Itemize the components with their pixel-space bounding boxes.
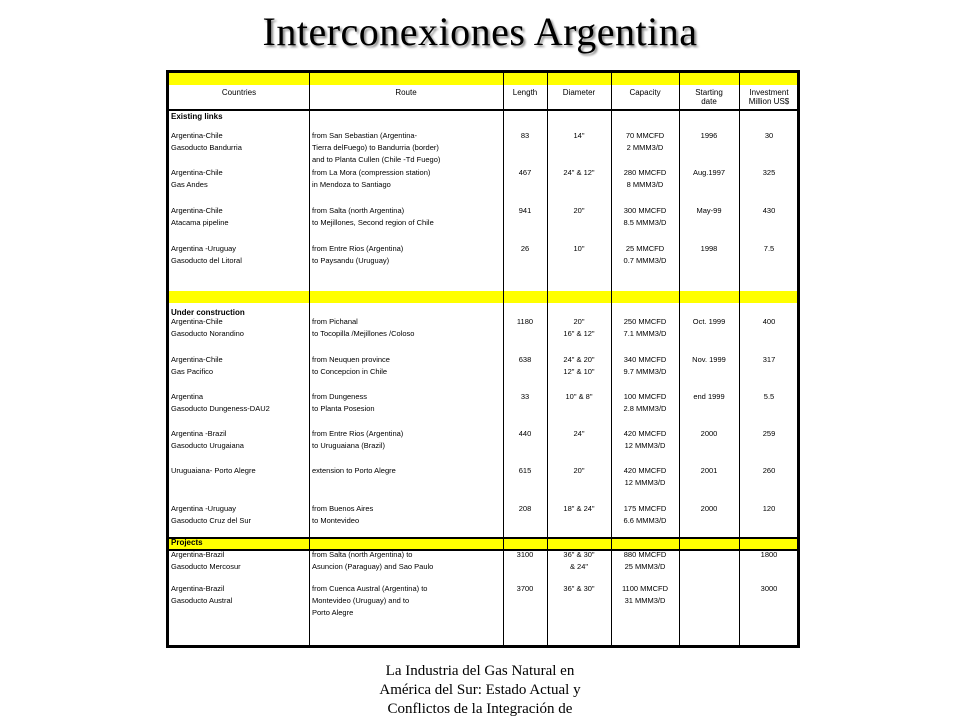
cell-line: from La Mora (compression station) [312, 168, 431, 177]
header-starting-line2: date [701, 97, 717, 106]
cell-line: & 24" [569, 562, 589, 571]
cell-line: extension to Porto Alegre [312, 466, 396, 475]
cell-line: 259 [762, 429, 776, 438]
cell-line: 7.1 MMM3/D [623, 329, 667, 338]
cell-line: 300 MMCFD [623, 206, 667, 215]
cell-countries [171, 391, 270, 415]
cell-invest [739, 391, 799, 403]
cell-capacity [611, 549, 679, 573]
cell-countries [171, 205, 229, 229]
cell-line: 24" [573, 429, 585, 438]
cell-line: 0.7 MMM3/D [623, 256, 667, 265]
cell-line: 12 MMM3/D [624, 478, 666, 487]
cell-line: 2 MMM3/D [626, 143, 664, 152]
cell-countries [171, 354, 223, 378]
cell-capacity [611, 428, 679, 452]
cell-route [312, 130, 440, 166]
cell-line: to Planta Posesion [312, 404, 375, 413]
cell-invest [739, 130, 799, 142]
cell-line: 20" [573, 317, 585, 326]
cell-start [679, 243, 739, 255]
cell-line: 18" & 24" [563, 504, 595, 513]
cell-route [312, 549, 433, 573]
cell-length [503, 316, 547, 328]
cell-line: 12 MMM3/D [624, 441, 666, 450]
cell-diameter [547, 243, 611, 255]
cell-invest [739, 243, 799, 255]
cell-line: from Entre Rios (Argentina) [312, 244, 404, 253]
cell-line: 208 [518, 504, 532, 513]
cell-countries [171, 428, 244, 452]
cell-diameter [547, 205, 611, 217]
cell-line: Argentina-Chile [171, 131, 223, 140]
cell-countries [171, 549, 241, 573]
slide-title: Interconexiones Argentina [262, 9, 698, 54]
cell-line: Gasoducto Mercosur [171, 562, 241, 571]
cell-line: Gasoducto Cruz del Sur [171, 516, 252, 525]
cell-length [503, 167, 547, 179]
cell-line: 430 [762, 206, 776, 215]
cell-line: 941 [518, 206, 532, 215]
section-under-construction: Under construction [171, 308, 245, 317]
cell-line: 880 MMCFD [623, 550, 667, 559]
cell-line: 280 MMCFD [623, 168, 667, 177]
cell-line: May-99 [696, 206, 722, 215]
cell-route [312, 205, 434, 229]
cell-line: 2000 [700, 504, 718, 513]
cell-diameter [547, 354, 611, 378]
section-projects: Projects [171, 538, 203, 547]
cell-countries [171, 130, 242, 154]
header-starting-date [679, 88, 739, 106]
cell-line: Uruguaiana- Porto Alegre [171, 466, 256, 475]
cell-diameter [547, 583, 611, 595]
cell-invest [739, 549, 799, 561]
cell-length [503, 130, 547, 142]
cell-line: Gasoducto Bandurria [171, 143, 242, 152]
cell-line: 6.6 MMM3/D [623, 516, 667, 525]
cell-line: Gas Pacifico [171, 367, 214, 376]
cell-invest [739, 465, 799, 477]
cell-route [312, 167, 430, 191]
cell-line: 33 [520, 392, 530, 401]
cell-line: Aug.1997 [692, 168, 726, 177]
cell-countries [171, 583, 232, 607]
cell-invest [739, 503, 799, 515]
cell-capacity [611, 391, 679, 415]
cell-line: 31 MMM3/D [624, 596, 666, 605]
cell-line: 36" & 30" [563, 550, 595, 559]
cell-capacity [611, 583, 679, 607]
cell-line: 638 [518, 355, 532, 364]
cell-length [503, 205, 547, 217]
cell-line: 317 [762, 355, 776, 364]
cell-line: to Concepcion in Chile [312, 367, 388, 376]
cell-line: 30 [764, 131, 774, 140]
cell-line: 8 MMM3/D [626, 180, 664, 189]
cell-route [312, 428, 403, 452]
header-diameter: Diameter [562, 88, 596, 97]
cell-line: 24" & 12" [563, 168, 595, 177]
caption-line-3: Conflictos de la Integración de [387, 701, 573, 717]
cell-line: 400 [762, 317, 776, 326]
section-existing-links: Existing links [171, 112, 223, 121]
cell-line: 1996 [700, 131, 718, 140]
cell-line: Gasoducto Urugaiana [171, 441, 244, 450]
cell-diameter [547, 549, 611, 573]
header-countries: Countries [221, 88, 257, 97]
cell-line: Tierra delFuego) to Bandurria (border) [312, 143, 439, 152]
cell-line: from Pichanal [312, 317, 358, 326]
cell-start [679, 316, 739, 328]
cell-line: 25 MMCFD [625, 244, 665, 253]
cell-line: to Montevideo [312, 516, 360, 525]
cell-line: Gasoducto del Litoral [171, 256, 242, 265]
cell-line: Argentina-Chile [171, 355, 223, 364]
cell-start [679, 167, 739, 179]
cell-route [312, 391, 375, 415]
cell-line: 467 [518, 168, 532, 177]
cell-line: 260 [762, 466, 776, 475]
cell-line: 120 [762, 504, 776, 513]
cell-capacity [611, 205, 679, 229]
cell-line: Argentina-Brazil [171, 550, 225, 559]
yellow-separator-band [169, 291, 797, 303]
cell-line: Argentina -Uruguay [171, 504, 237, 513]
cell-line: Montevideo (Uruguay) and to [312, 596, 410, 605]
cell-capacity [611, 130, 679, 154]
cell-length [503, 243, 547, 255]
cell-line: 9.7 MMM3/D [623, 367, 667, 376]
cell-start [679, 130, 739, 142]
cell-countries [171, 167, 223, 191]
cell-line: from Dungeness [312, 392, 368, 401]
table-header-row [169, 73, 797, 111]
cell-diameter [547, 167, 611, 179]
cell-diameter [547, 465, 611, 477]
cell-line: 3100 [516, 550, 534, 559]
cell-line: 83 [520, 131, 530, 140]
cell-line: 1180 [516, 317, 534, 326]
cell-line: 440 [518, 429, 532, 438]
cell-line: 1800 [760, 550, 778, 559]
cell-start [679, 354, 739, 366]
cell-line: 26 [520, 244, 530, 253]
cell-line: 25 MMM3/D [624, 562, 666, 571]
cell-line: from San Sebastian (Argentina- [312, 131, 418, 140]
cell-line: and to Planta Cullen (Chile -Td Fuego) [312, 155, 441, 164]
cell-line: 10" [573, 244, 585, 253]
header-investment-line2: Million US$ [748, 97, 790, 106]
cell-invest [739, 167, 799, 179]
cell-line: Porto Alegre [312, 608, 354, 617]
cell-invest [739, 428, 799, 440]
cell-line: 325 [762, 168, 776, 177]
projects-header-band [169, 537, 797, 551]
column-divider [309, 73, 310, 645]
cell-length [503, 391, 547, 403]
cell-line: 10" & 8" [565, 392, 593, 401]
cell-route [312, 316, 414, 340]
cell-start [679, 465, 739, 477]
slide-caption [330, 662, 630, 719]
cell-invest [739, 316, 799, 328]
cell-line: from Cuenca Austral (Argentina) to [312, 584, 428, 593]
cell-route [312, 503, 373, 527]
cell-length [503, 354, 547, 366]
cell-line: 340 MMCFD [623, 355, 667, 364]
cell-line: Argentina -Uruguay [171, 244, 237, 253]
cell-length [503, 465, 547, 477]
cell-line: Argentina-Chile [171, 206, 223, 215]
cell-length [503, 428, 547, 440]
cell-line: 12" & 10" [563, 367, 595, 376]
cell-line: Nov. 1999 [692, 355, 726, 364]
cell-line: 36" & 30" [563, 584, 595, 593]
cell-start [679, 428, 739, 440]
header-capacity: Capacity [629, 88, 661, 97]
cell-line: from Neuquen province [312, 355, 390, 364]
cell-route [312, 354, 390, 378]
cell-line: Gasoducto Austral [171, 596, 233, 605]
cell-invest [739, 205, 799, 217]
cell-line: 615 [518, 466, 532, 475]
header-starting-line1: Starting [695, 88, 723, 97]
cell-countries [171, 243, 242, 267]
caption-line-2: América del Sur: Estado Actual y [379, 682, 581, 698]
cell-line: 250 MMCFD [623, 317, 667, 326]
cell-countries [171, 503, 251, 527]
cell-line: to Mejillones, Second region of Chile [312, 218, 434, 227]
cell-capacity [611, 354, 679, 378]
cell-length [503, 549, 547, 561]
cell-line: to Tocopilla /Mejillones /Coloso [312, 329, 415, 338]
header-route: Route [395, 88, 417, 97]
cell-line: 3000 [760, 584, 778, 593]
cell-diameter [547, 391, 611, 403]
cell-line: 7.5 [763, 244, 775, 253]
cell-capacity [611, 465, 679, 489]
cell-line: 24" & 20" [563, 355, 595, 364]
cell-line: in Mendoza to Santiago [312, 180, 391, 189]
cell-line: to Uruguaiana (Brazil) [312, 441, 385, 450]
cell-route [312, 465, 396, 477]
cell-diameter [547, 503, 611, 515]
cell-line: from Buenos Aires [312, 504, 374, 513]
cell-line: end 1999 [693, 392, 725, 401]
cell-line: Gasoducto Dungeness-DAU2 [171, 404, 270, 413]
cell-line: 5.5 [763, 392, 775, 401]
cell-line: Argentina-Chile [171, 317, 223, 326]
cell-capacity [611, 243, 679, 267]
cell-capacity [611, 503, 679, 527]
cell-countries [171, 465, 256, 477]
cell-line: to Paysandu (Uruguay) [312, 256, 390, 265]
cell-diameter [547, 428, 611, 440]
cell-start [679, 503, 739, 515]
cell-line: Oct. 1999 [692, 317, 726, 326]
cell-line: 175 MMCFD [623, 504, 667, 513]
cell-line: 70 MMCFD [625, 131, 665, 140]
cell-line: 3700 [516, 584, 534, 593]
cell-line: 420 MMCFD [623, 466, 667, 475]
cell-line: 2.8 MMM3/D [623, 404, 667, 413]
cell-line: from Salta (north Argentina) [312, 206, 405, 215]
cell-capacity [611, 167, 679, 191]
cell-invest [739, 354, 799, 366]
cell-line: 420 MMCFD [623, 429, 667, 438]
cell-start [679, 391, 739, 403]
cell-line: from Salta (north Argentina) to [312, 550, 413, 559]
cell-line: Gas Andes [171, 180, 208, 189]
header-investment [739, 88, 799, 106]
cell-route [312, 243, 403, 267]
cell-diameter [547, 316, 611, 340]
cell-line: 20" [573, 466, 585, 475]
cell-line: 1998 [700, 244, 718, 253]
cell-line: Argentina [171, 392, 204, 401]
header-investment-line1: Investment [749, 88, 789, 97]
cell-line: Atacama pipeline [171, 218, 229, 227]
cell-length [503, 583, 547, 595]
cell-line: Asuncion (Paraguay) and Sao Paulo [312, 562, 434, 571]
cell-diameter [547, 130, 611, 142]
cell-line: 20" [573, 206, 585, 215]
cell-line: 16" & 12" [563, 329, 595, 338]
cell-line: Argentina -Brazil [171, 429, 227, 438]
cell-length [503, 503, 547, 515]
cell-start [679, 205, 739, 217]
cell-line: 8.5 MMM3/D [623, 218, 667, 227]
cell-line: Argentina-Chile [171, 168, 223, 177]
cell-line: 2000 [700, 429, 718, 438]
cell-capacity [611, 316, 679, 340]
cell-line: 1100 MMCFD [621, 584, 669, 593]
cell-line: Gasoducto Norandino [171, 329, 244, 338]
cell-line: 14" [573, 131, 585, 140]
cell-line: 100 MMCFD [623, 392, 667, 401]
caption-line-1: La Industria del Gas Natural en [385, 663, 575, 679]
header-length: Length [512, 88, 538, 97]
cell-line: from Entre Rios (Argentina) [312, 429, 404, 438]
cell-line: 2001 [700, 466, 718, 475]
cell-route [312, 583, 427, 619]
cell-invest [739, 583, 799, 595]
cell-line: Argentina-Brazil [171, 584, 225, 593]
cell-countries [171, 316, 244, 340]
pipelines-table [166, 70, 800, 648]
